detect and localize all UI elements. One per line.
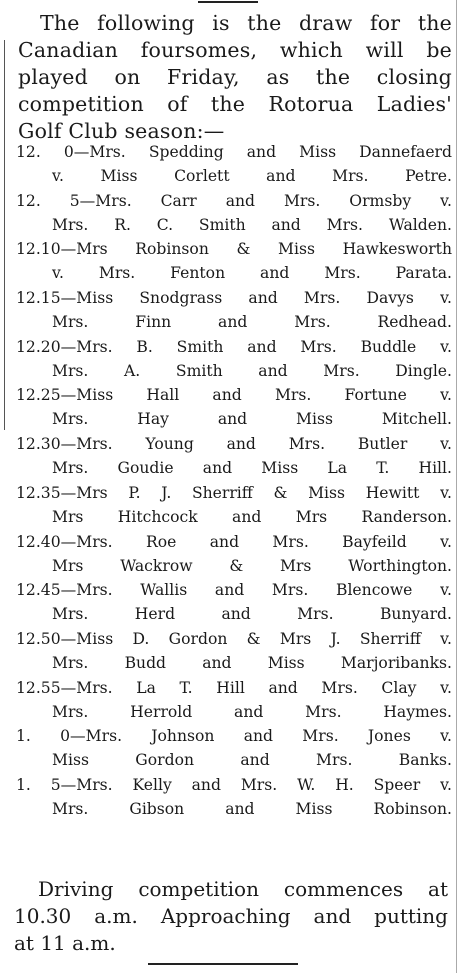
intro-line: The following is the draw for the (40, 11, 452, 35)
draw-entry-line2: v. Mrs. Fenton and Mrs. Parata. (52, 264, 452, 283)
draw-entry (16, 383, 452, 432)
draw-entry (16, 530, 452, 579)
intro-paragraph (18, 10, 452, 145)
draw-entry-line2: Mrs Hitchcock and Mrs Randerson. (52, 507, 452, 526)
draw-entry-line2: Mrs. Goudie and Miss La T. Hill. (52, 459, 452, 478)
draw-entry (16, 481, 452, 530)
draw-entry (16, 676, 452, 725)
column-right-edge (456, 0, 457, 973)
draw-entry-line2: Mrs. A. Smith and Mrs. Dingle. (52, 361, 452, 380)
closing-line: Driving competition commences at (38, 877, 448, 901)
intro-line: played on Friday, as the closing (18, 65, 452, 89)
draw-entry (16, 237, 452, 286)
intro-line: Canadian foursomes, which will be (18, 38, 452, 62)
draw-entry-line1: 12.55—Mrs. La T. Hill and Mrs. Clay v. (16, 678, 452, 697)
draw-entry-line2: Mrs. Budd and Miss Marjoribanks. (52, 653, 452, 672)
intro-line: Golf Club season:— (18, 119, 225, 143)
draw-entry (16, 140, 452, 189)
draw-entry-line2: Miss Gordon and Mrs. Banks. (52, 751, 452, 770)
draw-entry (16, 432, 452, 481)
column-edge-line (4, 40, 5, 430)
closing-paragraph (14, 876, 448, 957)
draw-entry (16, 286, 452, 335)
draw-entry-line1: 12. 0—Mrs. Spedding and Miss Dannefaerd (16, 143, 452, 161)
draw-entry (16, 189, 452, 238)
draw-entry (16, 578, 452, 627)
draw-list (16, 140, 452, 822)
closing-line: 10.30 a.m. Approaching and putting (14, 904, 448, 928)
draw-entry-line2: Mrs. Finn and Mrs. Redhead. (52, 313, 452, 332)
draw-entry-line1: 12.10—Mrs Robinson & Miss Hawkesworth (16, 240, 452, 259)
draw-entry-line1: 12.20—Mrs. B. Smith and Mrs. Buddle v. (16, 337, 452, 356)
draw-entry-line2: v. Miss Corlett and Mrs. Petre. (52, 167, 452, 185)
draw-entry-line1: 12.35—Mrs P. J. Sherriff & Miss Hewitt v. (16, 483, 452, 502)
draw-entry-line1: 12. 5—Mrs. Carr and Mrs. Ormsby v. (16, 191, 452, 210)
draw-entry-line1: 1. 0—Mrs. Johnson and Mrs. Jones v. (16, 727, 452, 746)
draw-entry (16, 627, 452, 676)
draw-entry-line2: Mrs. Herrold and Mrs. Haymes. (52, 702, 452, 721)
draw-entry-line2: Mrs. Gibson and Miss Robinson. (52, 799, 452, 818)
draw-entry-line1: 12.50—Miss D. Gordon & Mrs J. Sherriff v. (16, 629, 452, 648)
draw-entry-line1: 12.30—Mrs. Young and Mrs. Butler v. (16, 435, 452, 454)
closing-line: at 11 a.m. (14, 931, 116, 955)
draw-entry-line2: Mrs. R. C. Smith and Mrs. Walden. (52, 215, 452, 234)
draw-entry-line1: 1. 5—Mrs. Kelly and Mrs. W. H. Speer v. (16, 775, 452, 794)
draw-entry (16, 773, 452, 822)
top-rule (198, 1, 258, 3)
bottom-rule (148, 963, 298, 965)
draw-entry-line1: 12.15—Miss Snodgrass and Mrs. Davys v. (16, 289, 452, 308)
draw-entry-line1: 12.45—Mrs. Wallis and Mrs. Blencowe v. (16, 581, 452, 600)
draw-entry-line1: 12.40—Mrs. Roe and Mrs. Bayfeild v. (16, 532, 452, 551)
draw-entry (16, 724, 452, 773)
draw-entry-line2: Mrs Wackrow & Mrs Worthington. (52, 556, 452, 575)
draw-entry (16, 335, 452, 384)
draw-entry-line1: 12.25—Miss Hall and Mrs. Fortune v. (16, 386, 452, 405)
draw-entry-line2: Mrs. Herd and Mrs. Bunyard. (52, 605, 452, 624)
draw-entry-line2: Mrs. Hay and Miss Mitchell. (52, 410, 452, 429)
intro-line: competition of the Rotorua Ladies' (18, 92, 452, 116)
